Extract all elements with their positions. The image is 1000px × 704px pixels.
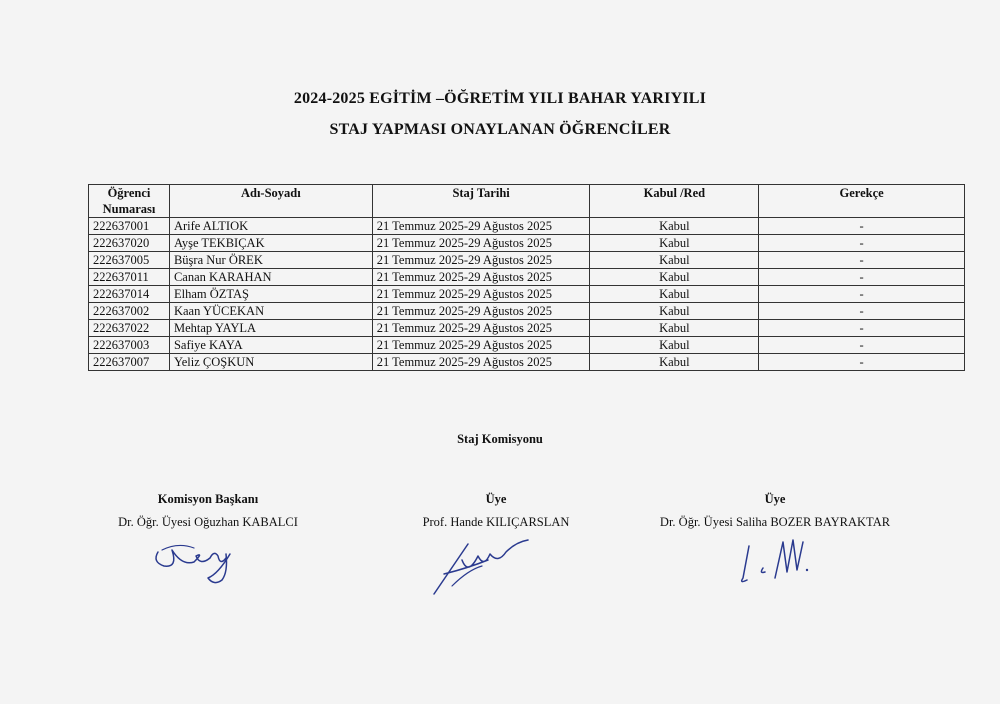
cell-student-number: 222637011	[89, 269, 170, 286]
column-header-internship-date: Staj Tarihi	[372, 185, 590, 218]
cell-reason: -	[759, 354, 965, 371]
cell-student-number: 222637003	[89, 337, 170, 354]
table-row	[89, 286, 965, 303]
signatory-role: Komisyon Başkanı	[157, 492, 259, 506]
cell-accept-reject: Kabul	[590, 235, 759, 252]
column-header-name: Adı-Soyadı	[169, 185, 372, 218]
cell-reason: -	[759, 320, 965, 337]
cell-student-number: 222637001	[89, 218, 170, 235]
cell-internship-date: 21 Temmuz 2025-29 Ağustos 2025	[372, 252, 590, 269]
signatory-chair	[88, 489, 328, 530]
cell-student-number: 222637007	[89, 354, 170, 371]
cell-reason: -	[759, 218, 965, 235]
cell-name: Safiye KAYA	[169, 337, 372, 354]
signatory-member-2	[625, 489, 925, 530]
cell-internship-date: 21 Temmuz 2025-29 Ağustos 2025	[372, 286, 590, 303]
table-row	[89, 320, 965, 337]
table-header-row	[89, 185, 965, 218]
cell-reason: -	[759, 303, 965, 320]
student-table	[88, 184, 965, 371]
cell-internship-date: 21 Temmuz 2025-29 Ağustos 2025	[372, 269, 590, 286]
cell-accept-reject: Kabul	[590, 218, 759, 235]
column-header-student-number: Öğrenci Numarası	[89, 185, 170, 218]
table-row	[89, 252, 965, 269]
cell-internship-date: 21 Temmuz 2025-29 Ağustos 2025	[372, 337, 590, 354]
cell-student-number: 222637020	[89, 235, 170, 252]
table-row	[89, 235, 965, 252]
table-row	[89, 269, 965, 286]
cell-name: Mehtap YAYLA	[169, 320, 372, 337]
cell-accept-reject: Kabul	[590, 269, 759, 286]
cell-reason: -	[759, 286, 965, 303]
signatory-role: Üye	[764, 492, 786, 506]
table-row	[89, 218, 965, 235]
column-header-accept-reject: Kabul /Red	[590, 185, 759, 218]
cell-student-number: 222637005	[89, 252, 170, 269]
signature-chair-image	[148, 532, 248, 592]
cell-name: Büşra Nur ÖREK	[169, 252, 372, 269]
cell-name: Canan KARAHAN	[169, 269, 372, 286]
cell-internship-date: 21 Temmuz 2025-29 Ağustos 2025	[372, 320, 590, 337]
column-header-reason: Gerekçe	[759, 185, 965, 218]
signature-member-1-image	[428, 530, 538, 600]
cell-name: Kaan YÜCEKAN	[169, 303, 372, 320]
cell-name: Yeliz ÇOŞKUN	[169, 354, 372, 371]
cell-accept-reject: Kabul	[590, 286, 759, 303]
cell-reason: -	[759, 337, 965, 354]
signature-member-2-image	[735, 528, 825, 588]
cell-accept-reject: Kabul	[590, 303, 759, 320]
signatory-member-1	[376, 489, 616, 530]
cell-name: Arife ALTIOK	[169, 218, 372, 235]
document-title-line1: 2024-2025 EGİTİM –ÖĞRETİM YILI BAHAR YARIYILI	[293, 90, 707, 107]
table-row	[89, 337, 965, 354]
signatory-role: Üye	[485, 492, 507, 506]
cell-student-number: 222637002	[89, 303, 170, 320]
cell-accept-reject: Kabul	[590, 337, 759, 354]
cell-reason: -	[759, 269, 965, 286]
table-row	[89, 303, 965, 320]
table-body	[89, 218, 965, 371]
cell-internship-date: 21 Temmuz 2025-29 Ağustos 2025	[372, 218, 590, 235]
cell-internship-date: 21 Temmuz 2025-29 Ağustos 2025	[372, 303, 590, 320]
signatory-name: Dr. Öğr. Üyesi Saliha BOZER BAYRAKTAR	[659, 515, 891, 529]
cell-accept-reject: Kabul	[590, 354, 759, 371]
cell-reason: -	[759, 235, 965, 252]
cell-accept-reject: Kabul	[590, 252, 759, 269]
cell-accept-reject: Kabul	[590, 320, 759, 337]
signatory-name: Dr. Öğr. Üyesi Oğuzhan KABALCI	[118, 515, 298, 529]
cell-name: Ayşe TEKBIÇAK	[169, 235, 372, 252]
cell-student-number: 222637022	[89, 320, 170, 337]
cell-internship-date: 21 Temmuz 2025-29 Ağustos 2025	[372, 354, 590, 371]
committee-title: Staj Komisyonu	[457, 432, 543, 446]
cell-student-number: 222637014	[89, 286, 170, 303]
document-title-line2: STAJ YAPMASI ONAYLANAN ÖĞRENCİLER	[329, 121, 671, 138]
cell-reason: -	[759, 252, 965, 269]
signatory-name: Prof. Hande KILIÇARSLAN	[422, 515, 570, 529]
table-row	[89, 354, 965, 371]
cell-name: Elham ÖZTAŞ	[169, 286, 372, 303]
cell-internship-date: 21 Temmuz 2025-29 Ağustos 2025	[372, 235, 590, 252]
